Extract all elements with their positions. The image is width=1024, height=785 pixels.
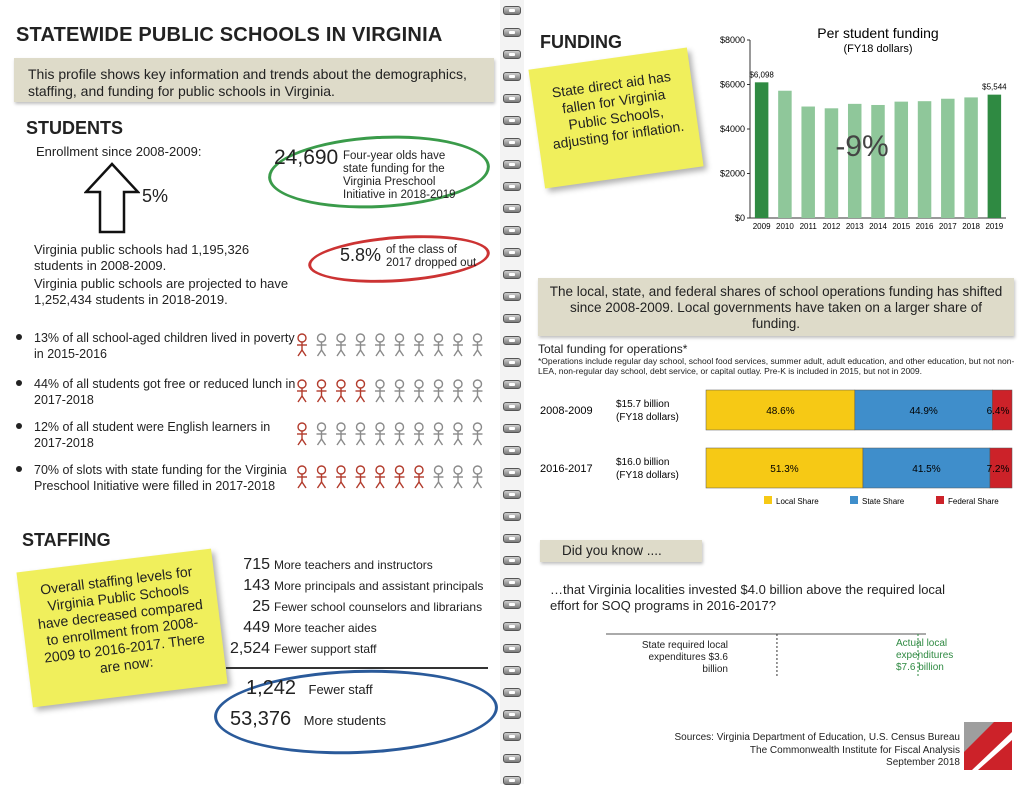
soq-right-label: Actual local expenditures $7.6 billion — [896, 638, 954, 673]
x-tick-label: 2009 — [752, 222, 771, 231]
spiral-ring — [503, 578, 521, 587]
data-label: 44.9% — [909, 406, 938, 417]
person-icon — [297, 334, 307, 356]
intro-band: This profile shows key information and trends about the demographics, staffing, and funding for public schools in Virginia. — [14, 58, 494, 102]
left-page — [0, 0, 500, 784]
person-icon — [414, 466, 424, 488]
spiral-ring — [503, 710, 521, 719]
staff-num: 715 — [243, 556, 270, 573]
soq-text: …that Virginia localities invested $4.0 billion above the required local effort for SOQ programs in 2016-2017? — [550, 582, 946, 613]
x-tick-label: 2015 — [892, 222, 911, 231]
list-item — [16, 376, 496, 416]
person-icon — [453, 466, 463, 488]
data-label: 7.2% — [986, 464, 1010, 475]
y-tick-label: $8000 — [719, 35, 745, 45]
total-students — [230, 708, 386, 731]
y-tick-label: $0 — [734, 213, 745, 223]
staff-label: Fewer support staff — [274, 642, 377, 656]
list-item — [222, 640, 492, 661]
bar — [755, 82, 768, 218]
bullet-dot — [16, 380, 22, 386]
staffing-list — [222, 556, 492, 661]
spiral-ring — [503, 94, 521, 103]
staff-num: 25 — [252, 598, 270, 615]
spiral-ring — [503, 688, 521, 697]
person-icon — [453, 380, 463, 402]
source-line: Sources: Virginia Department of Education, U.S. Census Bureau — [674, 732, 960, 743]
legend-swatch — [764, 496, 772, 504]
person-icon — [414, 423, 424, 445]
spiral-ring — [503, 248, 521, 257]
tcifa-logo-icon — [964, 722, 1012, 770]
funding-heading: FUNDING — [540, 32, 622, 52]
bullet-text: 70% of slots with state funding for the Virginia Preschool Initiative were filled in 2017-2018 — [34, 463, 287, 493]
staff-num: 2,524 — [229, 640, 270, 657]
person-icon — [356, 380, 366, 402]
staff-label: More teacher aides — [274, 621, 377, 635]
data-label: 51.3% — [770, 464, 799, 475]
person-icon — [336, 466, 346, 488]
person-icon — [336, 334, 346, 356]
list-item — [16, 330, 496, 370]
list-item — [16, 419, 496, 459]
staff-num: 449 — [243, 619, 270, 636]
person-icon — [317, 334, 327, 356]
person-icon — [356, 423, 366, 445]
spiral-ring — [503, 292, 521, 301]
bullet-text: 44% of all students got free or reduced lunch in 2017-2018 — [34, 377, 296, 407]
source-line: September 2018 — [886, 757, 960, 768]
staff-label: Fewer school counselors and librarians — [274, 600, 483, 614]
person-icon — [336, 423, 346, 445]
page-title: STATEWIDE PUBLIC SCHOOLS IN VIRGINIA — [16, 24, 443, 46]
ops-note: *Operations include regular day school, school food services, summer adult, adult education, and other education, but not non-LEA, non-regular day school, debt service, or capital outlay. Pre-K is included in 2015, but not in 2009. — [538, 356, 1015, 376]
per-student-funding-chart — [710, 22, 1010, 238]
bullet-text: 13% of all school-aged children lived in poverty in 2015-2016 — [34, 331, 295, 361]
bar — [825, 108, 838, 218]
legend-swatch — [936, 496, 944, 504]
bar — [941, 99, 954, 218]
total-students-label: More students — [303, 713, 386, 728]
people-icon-row — [294, 378, 494, 404]
person-icon — [395, 380, 405, 402]
spiral-binding — [500, 0, 524, 784]
x-tick-label: 2019 — [985, 222, 1004, 231]
x-tick-label: 2018 — [962, 222, 980, 231]
person-icon — [434, 423, 444, 445]
people-icon-row — [294, 332, 494, 358]
spiral-ring — [503, 116, 521, 125]
bullet-text: 12% of all student were English learners in 2017-2018 — [34, 420, 271, 450]
spiral-ring — [503, 28, 521, 37]
people-icon-row — [294, 421, 494, 447]
spiral-ring — [503, 358, 521, 367]
students-heading: STUDENTS — [26, 118, 124, 138]
change-annotation: -9% — [835, 130, 889, 163]
bullet-dot — [16, 423, 22, 429]
person-icon — [453, 334, 463, 356]
row-total: (FY18 dollars) — [616, 470, 679, 481]
person-icon — [414, 334, 424, 356]
x-tick-label: 2016 — [915, 222, 934, 231]
spiral-ring — [503, 270, 521, 279]
total-students-num: 53,376 — [230, 708, 292, 730]
row-label: 2008-2009 — [540, 405, 593, 417]
x-tick-label: 2013 — [845, 222, 864, 231]
person-icon — [356, 466, 366, 488]
spiral-ring — [503, 732, 521, 741]
person-icon — [395, 466, 405, 488]
source-line: The Commonwealth Institute for Fiscal Analysis — [749, 744, 960, 756]
person-icon — [453, 423, 463, 445]
funding-shift-band: The local, state, and federal shares of school operations funding has shifted since 2008-2009. Local governments have taken on a larger share of funding. — [538, 278, 1014, 336]
person-icon — [317, 380, 327, 402]
person-icon — [297, 423, 307, 445]
person-icon — [375, 334, 385, 356]
legend-swatch — [850, 496, 858, 504]
staffing-divider — [226, 667, 488, 669]
bar — [778, 91, 791, 218]
person-icon — [434, 334, 444, 356]
person-icon — [473, 423, 483, 445]
enrollment-change: 5% — [142, 186, 169, 206]
total-staff-label: Fewer staff — [308, 682, 373, 697]
people-icon-row — [294, 464, 494, 490]
spiral-ring — [503, 204, 521, 213]
dropout-text: of the class of 2017 dropped out — [386, 244, 477, 269]
spiral-ring — [503, 622, 521, 631]
spiral-ring — [503, 182, 521, 191]
funding-shares-chart — [534, 384, 1018, 512]
x-tick-label: 2010 — [776, 222, 794, 231]
spiral-ring — [503, 402, 521, 411]
person-icon — [375, 423, 385, 445]
right-page — [524, 0, 1024, 784]
bullet-dot — [16, 334, 22, 340]
arrow-up-icon — [84, 162, 140, 234]
person-icon — [395, 334, 405, 356]
staff-label: More principals and assistant principals — [274, 579, 484, 593]
data-label: $6,098 — [749, 70, 774, 80]
y-tick-label: $2000 — [719, 168, 745, 179]
spiral-ring — [503, 72, 521, 81]
spiral-ring — [503, 666, 521, 675]
y-tick-label: $4000 — [719, 124, 745, 134]
data-label: 48.6% — [766, 406, 795, 417]
soq-left-label: State required local expenditures $3.6 billion — [641, 640, 728, 675]
staffing-sticky-note: Overall staffing levels for Virginia Public Schools have decreased compared to enrollment from 2008-2009 to 2016-2017. There are now: — [16, 549, 227, 708]
spiral-ring — [503, 336, 521, 345]
spiral-ring — [503, 512, 521, 521]
bar — [988, 95, 1001, 218]
data-label: 6.4% — [986, 406, 1010, 417]
list-item — [16, 462, 496, 502]
person-icon — [297, 380, 307, 402]
x-tick-label: 2014 — [869, 222, 887, 231]
spiral-ring — [503, 424, 521, 433]
person-icon — [297, 466, 307, 488]
spiral-ring — [503, 446, 521, 455]
list-item — [222, 598, 492, 619]
bar — [801, 107, 814, 218]
person-icon — [336, 380, 346, 402]
staff-num: 143 — [243, 577, 270, 594]
bar — [918, 101, 931, 218]
legend-label: Local Share — [776, 497, 819, 506]
y-tick-label: $6000 — [719, 79, 745, 90]
person-icon — [434, 466, 444, 488]
person-icon — [317, 466, 327, 488]
person-icon — [434, 380, 444, 402]
spiral-ring — [503, 468, 521, 477]
person-icon — [414, 380, 424, 402]
legend-label: State Share — [862, 497, 905, 506]
person-icon — [473, 380, 483, 402]
funding-sticky-note: State direct aid has fallen for Virginia Public Schools, adjusting for inflation. — [528, 47, 703, 188]
legend-label: Federal Share — [948, 497, 999, 506]
person-icon — [375, 466, 385, 488]
person-icon — [473, 334, 483, 356]
prek-text: Four-year olds have state funding for the Virginia Preschool Initiative in 2018-2019 — [343, 150, 456, 201]
enrollment-label: Enrollment since 2008-2009: — [36, 144, 202, 159]
did-you-know-band: Did you know .... — [540, 540, 702, 562]
x-tick-label: 2017 — [938, 222, 957, 231]
list-item — [222, 577, 492, 598]
chart-title: Per student funding — [817, 25, 939, 41]
person-icon — [473, 466, 483, 488]
spiral-ring — [503, 380, 521, 389]
students-2018: Virginia public schools are projected to have 1,252,434 students in 2018-2019. — [34, 276, 289, 307]
staffing-heading: STAFFING — [22, 530, 111, 550]
data-label: $5,544 — [982, 82, 1007, 92]
ops-title: Total funding for operations* — [538, 342, 688, 356]
staff-label: More teachers and instructors — [274, 558, 433, 572]
bar — [964, 97, 977, 218]
spiral-ring — [503, 50, 521, 59]
row-label: 2016-2017 — [540, 463, 593, 475]
row-total: (FY18 dollars) — [616, 412, 679, 423]
data-label: 41.5% — [912, 464, 941, 475]
person-icon — [375, 380, 385, 402]
bullet-dot — [16, 466, 22, 472]
prek-number: 24,690 — [274, 146, 339, 169]
row-total: $15.7 billion — [616, 399, 670, 410]
list-item — [222, 619, 492, 640]
spiral-ring — [503, 754, 521, 763]
sources — [634, 732, 960, 770]
spiral-ring — [503, 160, 521, 169]
list-item — [222, 556, 492, 577]
spiral-ring — [503, 226, 521, 235]
person-icon — [395, 423, 405, 445]
spiral-ring — [503, 490, 521, 499]
spiral-ring — [503, 6, 521, 15]
dropout-number: 5.8% — [340, 245, 382, 265]
spiral-ring — [503, 314, 521, 323]
spiral-ring — [503, 556, 521, 565]
person-icon — [356, 334, 366, 356]
students-2008: Virginia public schools had 1,195,326 students in 2008-2009. — [34, 242, 250, 273]
total-staff — [246, 677, 373, 700]
row-total: $16.0 billion — [616, 457, 670, 468]
chart-subtitle: (FY18 dollars) — [843, 43, 913, 55]
x-tick-label: 2012 — [822, 222, 841, 231]
spiral-ring — [503, 138, 521, 147]
x-tick-label: 2011 — [799, 222, 817, 231]
spiral-ring — [503, 600, 521, 609]
spiral-ring — [503, 644, 521, 653]
spiral-ring — [503, 534, 521, 543]
person-icon — [317, 423, 327, 445]
total-staff-num: 1,242 — [246, 677, 297, 699]
bar — [895, 102, 908, 218]
